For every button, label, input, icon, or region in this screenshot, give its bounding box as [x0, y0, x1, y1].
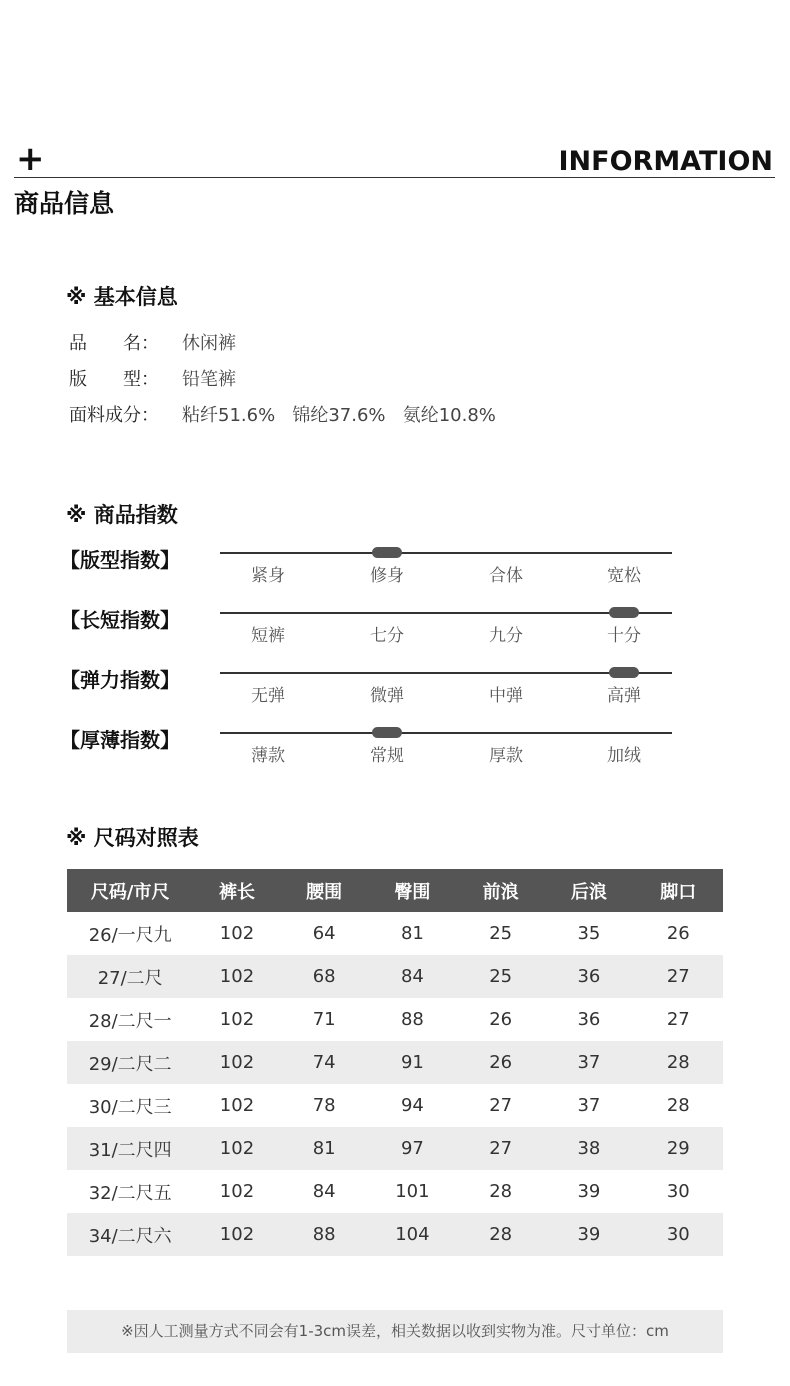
table-cell: 38 — [544, 1127, 633, 1170]
table-cell: 97 — [368, 1127, 457, 1170]
table-cell: 29/二尺二 — [67, 1041, 193, 1084]
table-cell: 102 — [219, 1009, 255, 1030]
table-row — [67, 1170, 723, 1213]
index-label: 【弹力指数】 — [60, 668, 180, 692]
table-cell: 25 — [457, 955, 544, 998]
table-cell: 68 — [281, 955, 368, 998]
index-scale-line — [220, 612, 672, 614]
index-tick-label: 厚款 — [489, 746, 523, 766]
index-scale-line — [220, 552, 672, 554]
table-header-cell: 前浪 — [457, 869, 544, 912]
table-cell: 102 — [219, 1095, 255, 1116]
table-cell: 39 — [544, 1213, 633, 1256]
plus-icon: + — [16, 139, 45, 179]
fit-label: 版 型： — [69, 369, 159, 390]
table-cell: 28 — [634, 1041, 723, 1084]
table-cell: 30 — [666, 1181, 690, 1202]
table-row — [67, 1084, 723, 1127]
table-row — [67, 998, 723, 1041]
table-header-cell: 裤长 — [193, 869, 280, 912]
fabric-value: 粘纤51.6% 锦纶37.6% 氨纶10.8% — [182, 405, 496, 426]
table-cell: 28 — [457, 1213, 544, 1256]
table-header-cell: 臀围 — [368, 869, 457, 912]
index-tick-label: 高弹 — [607, 686, 641, 706]
index-indicator — [372, 727, 402, 738]
index-label: 【厚薄指数】 — [60, 728, 180, 752]
table-cell: 91 — [368, 1041, 457, 1084]
table-header-cell: 腰围 — [281, 869, 368, 912]
index-tick-label: 加绒 — [607, 746, 641, 766]
table-cell: 26/一尺九 — [88, 924, 172, 946]
name-value: 休闲裤 — [182, 333, 236, 354]
table-cell: 30 — [634, 1213, 723, 1256]
table-cell: 84 — [312, 1181, 336, 1202]
table-cell: 71 — [312, 1009, 336, 1030]
index-tick-label: 修身 — [370, 566, 404, 586]
table-cell: 78 — [312, 1095, 336, 1116]
table-cell: 36 — [577, 1009, 601, 1030]
fabric-label: 面料成分： — [69, 405, 159, 426]
table-cell: 81 — [281, 1127, 368, 1170]
table-cell: 88 — [400, 1009, 424, 1030]
product-index-title: ※ 商品指数 — [66, 503, 178, 527]
index-tick-label: 十分 — [607, 626, 641, 646]
index-indicator — [609, 667, 639, 678]
table-row — [67, 1213, 723, 1256]
table-cell: 30/二尺三 — [88, 1096, 172, 1118]
table-cell: 31/二尺四 — [67, 1127, 193, 1170]
table-cell: 26 — [666, 923, 690, 944]
table-cell: 64 — [312, 923, 336, 944]
measurement-note: ※因人工测量方式不同会有1-3cm误差，相关数据以收到实物为准。尺寸单位：cm — [67, 1310, 723, 1353]
index-tick-label: 常规 — [370, 746, 404, 766]
table-cell: 28 — [666, 1095, 690, 1116]
table-header-cell: 脚口 — [634, 869, 723, 912]
table-cell: 29 — [634, 1127, 723, 1170]
table-cell: 25 — [489, 923, 513, 944]
table-cell: 27 — [457, 1127, 544, 1170]
table-cell: 104 — [368, 1213, 457, 1256]
index-tick-label: 九分 — [489, 626, 523, 646]
table-cell: 102 — [219, 1181, 255, 1202]
table-cell: 81 — [400, 923, 424, 944]
table-cell: 28/二尺一 — [88, 1010, 172, 1032]
table-row — [67, 1127, 723, 1170]
table-cell: 102 — [219, 923, 255, 944]
table-cell: 26 — [489, 1009, 513, 1030]
index-tick-label: 紧身 — [251, 566, 285, 586]
table-row — [67, 1041, 723, 1084]
table-cell: 27/二尺 — [67, 955, 193, 998]
index-indicator — [372, 547, 402, 558]
index-tick-label: 无弹 — [251, 686, 285, 706]
index-tick-label: 薄款 — [251, 746, 285, 766]
table-cell: 39 — [577, 1181, 601, 1202]
index-tick-label: 七分 — [370, 626, 404, 646]
table-cell: 102 — [193, 1127, 280, 1170]
table-header-cell: 尺码/市尺 — [67, 869, 193, 912]
table-cell: 102 — [193, 955, 280, 998]
table-header-cell: 后浪 — [544, 869, 633, 912]
basic-info-title: ※ 基本信息 — [66, 285, 178, 309]
index-label: 【长短指数】 — [60, 608, 180, 632]
table-cell: 37 — [544, 1041, 633, 1084]
table-cell: 26 — [457, 1041, 544, 1084]
table-cell: 102 — [193, 1213, 280, 1256]
product-info-heading: 商品信息 — [14, 189, 115, 218]
table-row — [67, 912, 723, 955]
table-cell: 37 — [577, 1095, 601, 1116]
table-cell: 28 — [489, 1181, 513, 1202]
table-header-row — [67, 869, 723, 912]
table-cell: 36 — [544, 955, 633, 998]
header-divider — [14, 177, 775, 178]
table-cell: 34/二尺六 — [67, 1213, 193, 1256]
table-cell: 74 — [281, 1041, 368, 1084]
index-label: 【版型指数】 — [60, 548, 180, 572]
table-row — [67, 955, 723, 998]
index-tick-label: 合体 — [489, 566, 523, 586]
table-cell: 35 — [577, 923, 601, 944]
index-indicator — [609, 607, 639, 618]
index-scale-line — [220, 732, 672, 734]
table-cell: 84 — [368, 955, 457, 998]
table-cell: 32/二尺五 — [88, 1182, 172, 1204]
table-cell: 94 — [400, 1095, 424, 1116]
information-heading: INFORMATION — [558, 146, 773, 177]
index-tick-label: 短裤 — [251, 626, 285, 646]
index-tick-label: 中弹 — [489, 686, 523, 706]
table-cell: 27 — [666, 1009, 690, 1030]
table-cell: 88 — [281, 1213, 368, 1256]
table-cell: 27 — [634, 955, 723, 998]
size-chart-table — [67, 869, 723, 1256]
table-cell: 101 — [395, 1181, 430, 1202]
index-tick-label: 微弹 — [370, 686, 404, 706]
index-tick-label: 宽松 — [607, 566, 641, 586]
name-label: 品 名： — [69, 333, 159, 354]
fit-value: 铅笔裤 — [182, 369, 236, 390]
table-cell: 27 — [489, 1095, 513, 1116]
size-chart-title: ※ 尺码对照表 — [66, 826, 199, 850]
index-scale-line — [220, 672, 672, 674]
table-cell: 102 — [193, 1041, 280, 1084]
